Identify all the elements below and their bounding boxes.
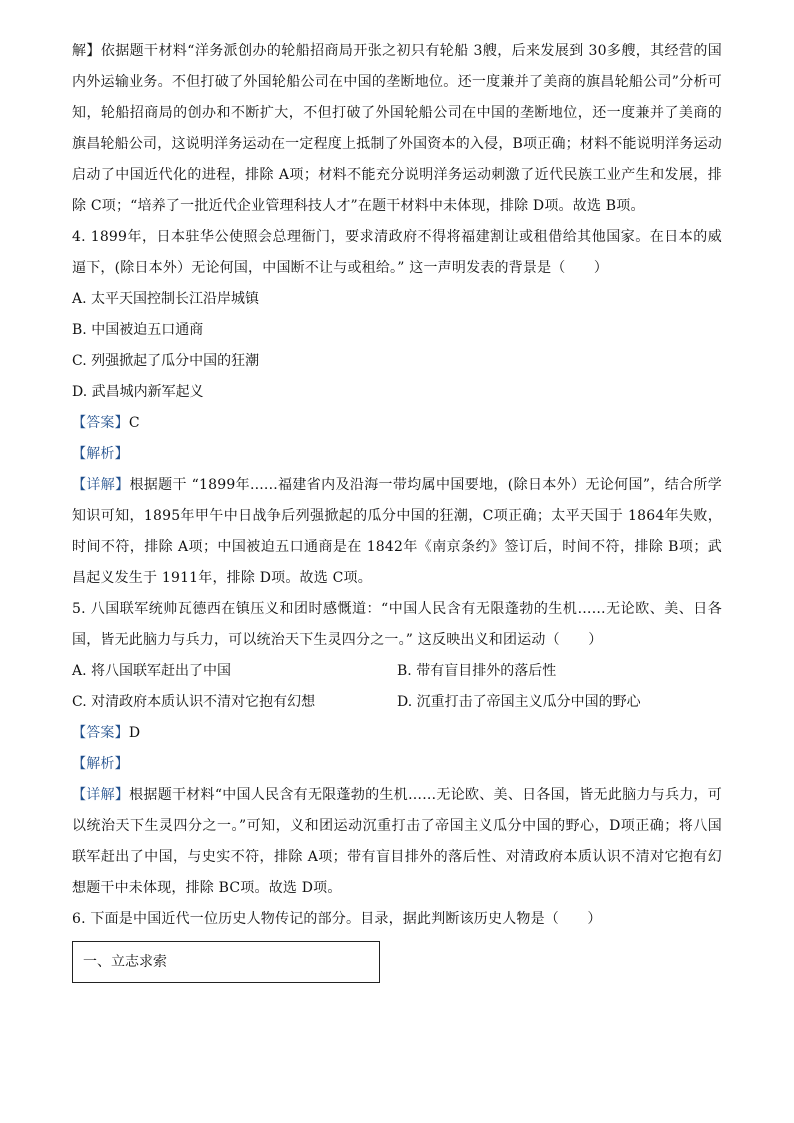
q4-detail — [72, 470, 722, 594]
q4-option-d: D. 武昌城内新军起义 — [72, 384, 204, 400]
q4-answer — [72, 408, 722, 439]
q5-analysis-heading — [72, 749, 722, 780]
q5-option-b: B. 带有盲目排外的落后性 — [397, 663, 557, 679]
analysis-tag: 【解析】 — [72, 756, 129, 772]
q4-stem: 4. 1899年，日本驻华公使照会总理衙门，要求清政府不得将福建割让或租借给其他国家。在日本的威逼下，(除日本外）无论何国，中国断不让与或租给。” 这一声明发表的背景是（ ） — [72, 229, 722, 276]
detail-tag: 【详解】 — [72, 477, 130, 493]
q5-stem: 5. 八国联军统帅瓦德西在镇压义和团时感慨道：“中国人民含有无限蓬勃的生机……无论欧、美、日各国，皆无此脑力与兵力，可以统治天下生灵四分之一。” 这反映出义和团运动（ ） — [72, 601, 722, 648]
q5-option-c: C. 对清政府本质认识不清对它抱有幻想 — [72, 694, 316, 710]
q5-option-d: D. 沉重打击了帝国主义瓜分中国的野心 — [397, 694, 641, 710]
document-page — [72, 36, 722, 983]
answer-tag: 【答案】 — [72, 725, 129, 741]
q6-stem: 6. 下面是中国近代一位历史人物传记的部分。目录，据此判断该历史人物是（ ） — [72, 911, 602, 927]
q4-analysis-heading — [72, 439, 722, 470]
q6-contents-box — [72, 941, 380, 983]
answer-tag: 【答案】 — [72, 415, 129, 431]
q3-analysis: 解】依据题干材料“洋务派创办的轮船招商局开张之初只有轮船 3艘，后来发展到 30多艘，其经营的国内外运输业务。不但打破了外国轮船公司在中国的垄断地位。还一度兼并了美商的旗昌轮船公司”分析可知，轮船招商局的创办和不断扩大，不但打破了外国轮船公司在中国的垄断地位，还一度兼并了美商的旗昌轮船公司，这说明洋务运动在一定程度上抵制了外国资本的入侵，B项正确；材料不能说明洋务运动启动了中国近代化的进程，排除 A项；材料不能充分说明洋务运动刺激了近代民族工业产生和发展，排除 C项；“培养了一批近代企业管理科技人才”在题干材料中未体现，排除 D项。故选 B项。 — [72, 43, 722, 214]
q5-option-a: A. 将八国联军赶出了中国 — [72, 663, 232, 679]
q4-option-a: A. 太平天国控制长江沿岸城镇 — [72, 291, 260, 307]
q4-option-b: B. 中国被迫五口通商 — [72, 322, 204, 338]
q4-answer-value: C — [128, 415, 140, 431]
q6-contents-item: 一、立志求索 — [83, 953, 167, 970]
q5-options-row-1 — [72, 656, 722, 687]
q5-detail — [72, 780, 722, 904]
q5-answer-value: D — [128, 725, 141, 741]
detail-tag: 【详解】 — [72, 787, 130, 803]
q4-option-c: C. 列强掀起了瓜分中国的狂潮 — [72, 353, 260, 369]
q5-options-row-2 — [72, 687, 722, 718]
q5-answer — [72, 718, 722, 749]
q4-detail-text: 根据题干 “1899年......福建省内及沿海一带均属中国要地，(除日本外）无论何国”，结合所学知识可知，1895年甲午中日战争后列强掀起的瓜分中国的狂潮，C项正确；太平天国于 1864年失败，时间不符，排除 A项；中国被迫五口通商是在 1842年《南京条约》签订后，时间不符，排除 B项；武昌起义发生于 1911年，排除 D项。故选 C项。 — [72, 477, 722, 586]
q5-detail-text: 根据题干材料“中国人民含有无限蓬勃的生机……无论欧、美、日各国，皆无此脑力与兵力，可以统治天下生灵四分之一。”可知，义和团运动沉重打击了帝国主义瓜分中国的野心，D项正确；将八国联军赶出了中国，与史实不符，排除 A项；带有盲目排外的落后性、对清政府本质认识不清对它抱有幻想题干中未体现，排除 BC项。故选 D项。 — [72, 787, 722, 896]
analysis-tag: 【解析】 — [72, 446, 129, 462]
